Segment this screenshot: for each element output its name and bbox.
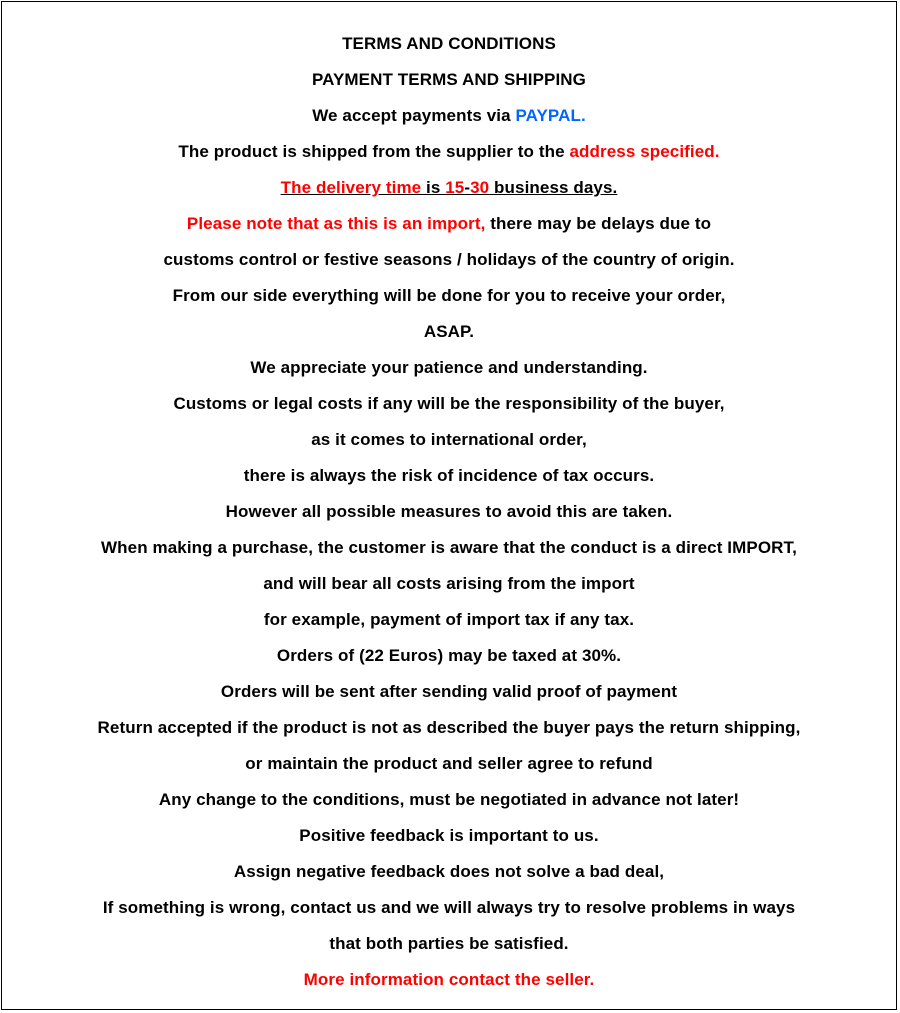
delivery-max: 30	[470, 178, 490, 197]
terms-line: Assign negative feedback does not solve a bad deal,	[233, 862, 665, 881]
terms-line: Orders will be sent after sending valid proof of payment	[220, 682, 678, 701]
payment-method: PAYPAL.	[515, 106, 586, 125]
terms-line: From our side everything will be done for you to receive your order,	[172, 286, 726, 305]
terms-line: Positive feedback is important to us.	[299, 826, 599, 845]
closing-line: More information contact the seller.	[303, 970, 595, 989]
terms-content	[2, 26, 896, 998]
shipping-address: address specified.	[569, 142, 720, 161]
import-note-highlight: Please note that as this is an import,	[186, 214, 486, 233]
import-note-line	[2, 206, 896, 242]
terms-line: and will bear all costs arising from the import	[263, 574, 635, 593]
delivery-min: 15	[445, 178, 465, 197]
delivery-is: is	[426, 178, 446, 197]
delivery-suffix: business days.	[489, 178, 618, 197]
terms-line: Orders of (22 Euros) may be taxed at 30%.	[276, 646, 622, 665]
delivery-label: The delivery time	[280, 178, 427, 197]
delivery-line	[2, 170, 896, 206]
terms-line: Customs or legal costs if any will be the responsibility of the buyer,	[173, 394, 725, 413]
terms-line: for example, payment of import tax if any tax.	[263, 610, 635, 629]
terms-frame	[1, 1, 897, 1010]
terms-line: customs control or festive seasons / holidays of the country of origin.	[163, 250, 735, 269]
terms-line: Return accepted if the product is not as described the buyer pays the return shipping,	[97, 718, 801, 737]
terms-line: Any change to the conditions, must be negotiated in advance not later!	[158, 790, 740, 809]
delivery-dash: -	[464, 178, 471, 197]
terms-line: as it comes to international order,	[311, 430, 587, 449]
payment-prefix: We accept payments via	[312, 106, 516, 125]
terms-line: We appreciate your patience and understanding.	[250, 358, 648, 377]
terms-line: or maintain the product and seller agree to refund	[245, 754, 653, 773]
terms-line: If something is wrong, contact us and we will always try to resolve problems in ways	[102, 898, 796, 917]
shipping-prefix: The product is shipped from the supplier to the	[178, 142, 570, 161]
terms-subtitle: PAYMENT TERMS AND SHIPPING	[311, 70, 586, 89]
terms-line: that both parties be satisfied.	[329, 934, 569, 953]
terms-line: there is always the risk of incidence of tax occurs.	[243, 466, 655, 485]
payment-line	[2, 98, 896, 134]
shipping-line	[2, 134, 896, 170]
terms-title: TERMS AND CONDITIONS	[342, 34, 556, 53]
terms-line: ASAP.	[423, 322, 475, 341]
import-note-rest: there may be delays due to	[485, 214, 712, 233]
terms-line: However all possible measures to avoid this are taken.	[225, 502, 673, 521]
terms-line: When making a purchase, the customer is aware that the conduct is a direct IMPORT,	[101, 538, 797, 557]
